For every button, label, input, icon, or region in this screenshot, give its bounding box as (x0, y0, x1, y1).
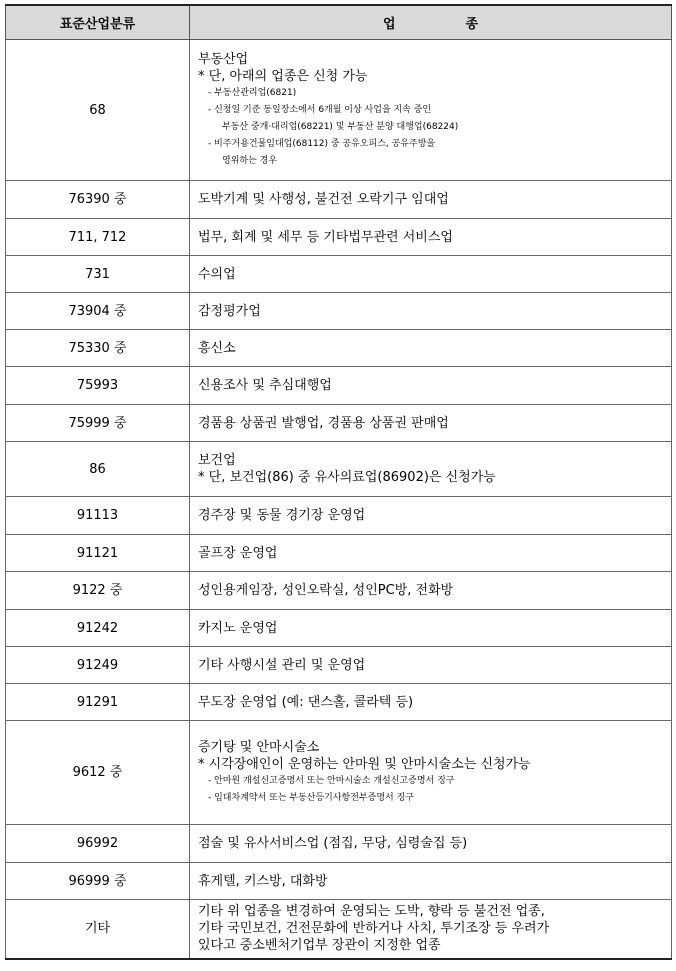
business-description-cell (190, 535, 672, 572)
business-description-cell (190, 647, 672, 684)
description-line: * 단, 아래의 업종은 신청 가능 (198, 68, 368, 84)
business-description-cell (190, 610, 672, 647)
business-description-cell (190, 40, 672, 181)
table-row (6, 684, 672, 721)
description-line: 감정평가업 (198, 303, 261, 319)
industry-code-cell: 96992 (6, 825, 190, 863)
table-row (6, 293, 672, 330)
description-line: 경주장 및 동물 경기장 운영업 (198, 508, 366, 523)
industry-code-cell: 91113 (6, 497, 190, 535)
business-description-cell (190, 256, 672, 293)
business-description-cell (190, 181, 672, 219)
industry-code-cell: 86 (6, 442, 190, 497)
business-description-cell (190, 572, 672, 610)
description-line: - 비주거용건물임대업(68112) 중 공유오피스, 공유주방을 (208, 138, 436, 149)
header-classification: 표준산업분류 (6, 5, 190, 40)
table-row (6, 900, 672, 959)
description-line: 점술 및 유사서비스업 (점집, 무당, 심령술집 등) (198, 836, 468, 851)
table-row (6, 256, 672, 293)
description-line: 신용조사 및 추심대행업 (198, 378, 332, 393)
table-body (6, 40, 672, 959)
description-line: 있다고 중소벤처기업부 장관이 지정한 업종 (198, 938, 441, 954)
table-row (6, 825, 672, 863)
table-header-row (6, 5, 672, 40)
description-line: 도박기계 및 사행성, 불건전 오락기구 임대업 (198, 192, 449, 207)
description-line: 기타 사행시설 관리 및 운영업 (198, 657, 366, 673)
business-description-cell (190, 367, 672, 405)
industry-code-cell: 75993 (6, 367, 190, 405)
business-description-cell (190, 863, 672, 900)
table-row (6, 40, 672, 181)
description-line: 증기탕 및 안마시술소 (198, 739, 320, 755)
business-description-cell (190, 330, 672, 367)
business-description-cell (190, 497, 672, 535)
business-description-cell (190, 825, 672, 863)
industry-code-cell: 91291 (6, 684, 190, 721)
industry-code-cell: 75999 중 (6, 405, 190, 442)
description-line: - 안마원 개설신고증명서 또는 안마시술소 개설신고증명서 징구 (208, 775, 455, 786)
industry-code-cell: 68 (6, 40, 190, 181)
header-business-type-a: 업 (382, 17, 396, 32)
description-line: 기타 국민보건, 건전문화에 반하거나 사치, 투기조장 등 우려가 (198, 921, 550, 937)
industry-code-cell: 91249 (6, 647, 190, 684)
table-row (6, 181, 672, 219)
table-row (6, 330, 672, 367)
header-business-type-b: 종 (465, 17, 479, 32)
industry-code-cell: 91121 (6, 535, 190, 572)
business-description-cell (190, 900, 672, 959)
description-line: 부동산업 (198, 51, 249, 67)
industry-code-cell: 9122 중 (6, 572, 190, 610)
description-line: 법무, 회계 및 세무 등 기타법무관련 서비스업 (198, 229, 453, 245)
business-description-cell (190, 684, 672, 721)
description-line: 부동산 중개·대리업(68221) 및 부동산 분양 대행업(68224) (222, 121, 459, 132)
industry-code-cell: 9612 중 (6, 721, 190, 825)
table-row (6, 442, 672, 497)
table-row (6, 647, 672, 684)
description-line: 흥신소 (198, 340, 236, 356)
description-line: 수의업 (198, 266, 236, 282)
table-row (6, 219, 672, 256)
table-row (6, 572, 672, 610)
business-description-cell (190, 405, 672, 442)
business-description-cell (190, 721, 672, 825)
industry-code-cell: 731 (6, 256, 190, 293)
table-row (6, 367, 672, 405)
description-line: 성인용게임장, 성인오락실, 성인PC방, 전화방 (198, 583, 454, 598)
industry-classification-table (5, 4, 672, 960)
description-line: * 시각장애인이 운영하는 안마원 및 안마시술소는 신청가능 (198, 756, 531, 772)
industry-code-cell: 91242 (6, 610, 190, 647)
description-line: 카지노 운영업 (198, 620, 278, 636)
table-row (6, 610, 672, 647)
business-description-cell (190, 293, 672, 330)
description-line: 기타 위 업종을 변경하여 운영되는 도박, 향락 등 불건전 업종, (198, 904, 545, 920)
table-row (6, 721, 672, 825)
industry-table-container (5, 4, 671, 960)
description-line: - 신청일 기준 동일장소에서 6개월 이상 사업을 지속 중인 (208, 104, 432, 115)
industry-code-cell: 96999 중 (6, 863, 190, 900)
description-line: 경품용 상품권 발행업, 경품용 상품권 판매업 (198, 415, 449, 431)
industry-code-cell: 75330 중 (6, 330, 190, 367)
table-row (6, 497, 672, 535)
description-line: 무도장 운영업 (예: 댄스홀, 콜라텍 등) (198, 694, 414, 710)
industry-code-cell: 76390 중 (6, 181, 190, 219)
business-description-cell (190, 219, 672, 256)
description-line: 골프장 운영업 (198, 545, 278, 561)
table-row (6, 405, 672, 442)
description-line: - 부동산관리업(6821) (208, 87, 297, 98)
description-line: * 단, 보건업(86) 중 유사의료업(86902)은 신청가능 (198, 470, 496, 485)
description-line: 보건업 (198, 453, 236, 468)
table-row (6, 535, 672, 572)
industry-code-cell: 기타 (6, 900, 190, 959)
industry-code-cell: 711, 712 (6, 219, 190, 256)
table-row (6, 863, 672, 900)
business-description-cell (190, 442, 672, 497)
description-line: - 임대차계약서 또는 부동산등기사항전부증명서 징구 (208, 792, 414, 803)
description-line: 영위하는 경우 (222, 155, 278, 166)
industry-code-cell: 73904 중 (6, 293, 190, 330)
description-line: 휴게텔, 키스방, 대화방 (198, 873, 328, 889)
header-business-type (190, 5, 672, 40)
